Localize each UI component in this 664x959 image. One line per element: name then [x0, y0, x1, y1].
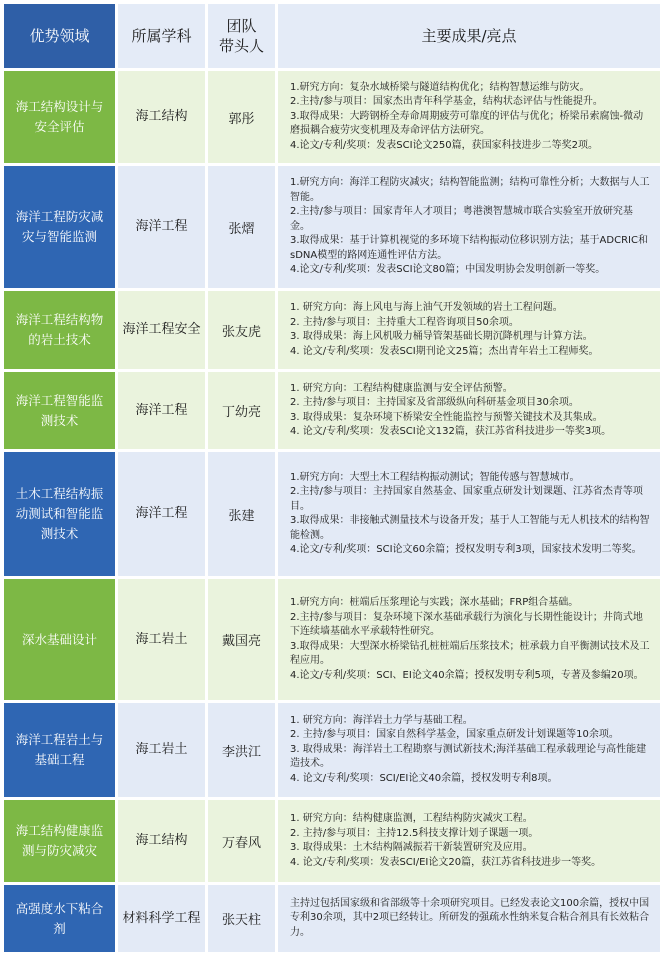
table-row	[0, 452, 664, 576]
result-line: 1. 研究方向：海洋岩土力学与基础工程。	[290, 714, 473, 726]
result-line: 4. 论文/专利/奖项：发表SCI期刊论文25篇；杰出青年岩土工程师奖。	[290, 345, 599, 357]
results-cell	[278, 71, 660, 163]
discipline-cell: 海洋工程安全	[118, 291, 205, 369]
field-area-cell: 海工结构健康监测与防灾减灾	[4, 800, 115, 882]
result-line: 2. 主持/参与项目：国家自然科学基金，国家重点研发计划课题等10余项。	[290, 729, 619, 741]
header-leader: 团队 带头人	[208, 4, 275, 68]
result-line: 2. 主持/参与项目：主持国家及省部级纵向科研基金项目30余项。	[290, 397, 579, 408]
result-line: 2.主持/参与项目：主持国家自然基金、国家重点研发计划课题、江苏省杰青等项目。	[290, 486, 643, 512]
header-area: 优势领域	[4, 4, 115, 68]
field-area-cell: 海工结构设计与安全评估	[4, 71, 115, 163]
field-area-cell: 海洋工程智能监测技术	[4, 372, 115, 449]
result-line: 3. 取得成果：海上风机吸力桶导管架基础长期沉降机理与计算方法。	[290, 331, 593, 342]
table-row	[0, 885, 664, 952]
result-line: 1. 研究方向：工程结构健康监测与安全评估预警。	[290, 382, 513, 394]
result-line: 2.主持/参与项目：国家杰出青年科学基金，结构状态评估与性能提升。	[290, 96, 603, 108]
header-discipline: 所属学科	[118, 4, 205, 68]
result-line: 2. 主持/参与项目：主持重大工程咨询项目50余项。	[290, 316, 519, 328]
table-row	[0, 71, 664, 163]
discipline-cell: 海工结构	[118, 800, 205, 882]
discipline-cell: 材料科学工程	[118, 885, 205, 952]
table-row	[0, 291, 664, 369]
result-line: 1.研究方向：海洋工程防灾减灾；结构智能监测；结构可靠性分析；大数据与人工智能。	[290, 177, 650, 203]
result-line: 1.研究方向：复杂水域桥梁与隧道结构优化；结构智慧运维与防灾。	[290, 81, 590, 93]
table-row	[0, 166, 664, 288]
results-cell	[278, 885, 660, 952]
discipline-cell: 海工结构	[118, 71, 205, 163]
result-line: 3.取得成果：大跨钢桥全寿命周期疲劳可靠度的评估与优化；桥梁吊索腐蚀-微动磨损耦合疲劳灾变机理及寿命评估方法研究。	[290, 110, 644, 137]
results-cell	[278, 579, 660, 700]
field-area-cell: 海洋工程岩土与基础工程	[4, 703, 115, 797]
result-line: 4. 论文/专利/奖项：SCI/EI论文40余篇，授权发明专利8项。	[290, 772, 558, 784]
result-line: 3.取得成果：非接触式测量技术与设备开发；基于人工智能与无人机技术的结构智能检测。	[290, 515, 650, 541]
table-row	[0, 703, 664, 797]
result-line: 4.论文/专利/奖项：发表SCI论文80篇；中国发明协会发明创新一等奖。	[290, 264, 606, 276]
results-cell	[278, 452, 660, 576]
results-cell	[278, 372, 660, 449]
discipline-cell: 海工岩土	[118, 703, 205, 797]
team-leader-cell: 万春风	[208, 800, 275, 882]
result-line: 2.主持/参与项目：国家青年人才项目；粤港澳智慧城市联合实验室开放研究基金。	[290, 206, 633, 232]
discipline-cell: 海洋工程	[118, 166, 205, 288]
team-leader-cell: 张熠	[208, 166, 275, 288]
result-line: 1. 研究方向：结构健康监测，工程结构防灾减灾工程。	[290, 813, 533, 824]
result-line: 4. 论文/专利/奖项：发表SCI论文132篇，获江苏省科技进步一等奖3项。	[290, 426, 612, 437]
table-row	[0, 372, 664, 449]
field-area-cell: 海洋工程防灾减灾与智能监测	[4, 166, 115, 288]
discipline-cell: 海洋工程	[118, 372, 205, 449]
result-line: 3.取得成果：基于计算机视觉的多环境下结构振动位移识别方法；基于ADCRIC和sDNA模型的路网连通性评估方法。	[290, 235, 648, 261]
result-line: 1.研究方向：桩端后压浆理论与实践；深水基础；FRP组合基础。	[290, 597, 579, 608]
field-area-cell: 土木工程结构振动测试和智能监测技术	[4, 452, 115, 576]
results-cell	[278, 703, 660, 797]
team-leader-cell: 张天柱	[208, 885, 275, 952]
result-line: 2.主持/参与项目：复杂环境下深水基础承载行为演化与长期性能设计；井筒式地下连续墙基础水平承载特性研究。	[290, 611, 643, 637]
table-row	[0, 579, 664, 700]
field-area-cell: 高强度水下粘合剂	[4, 885, 115, 952]
results-cell	[278, 800, 660, 882]
result-line: 3. 取得成果：复杂环境下桥梁安全性能监控与预警关键技术及其集成。	[290, 411, 603, 423]
team-leader-cell: 丁幼亮	[208, 372, 275, 449]
result-line: 3.取得成果：大型深水桥梁钻孔桩桩端后压浆技术；桩承载力自平衡测试技术及工程应用。	[290, 640, 650, 666]
team-leader-cell: 郭彤	[208, 71, 275, 163]
result-line: 主持过包括国家级和省部级等十余项研究项目。已经发表论文100余篇，授权中国专利30余项，其中2项已经转让。所研发的强疏水性纳米复合粘合剂具有长效粘合力。	[290, 897, 650, 938]
result-line: 4.论文/专利/奖项：SCI论文60余篇；授权发明专利3项，国家技术发明二等奖。	[290, 544, 642, 555]
result-line: 4.论文/专利/奖项：发表SCI论文250篇，获国家科技进步二等奖2项。	[290, 139, 599, 151]
team-leader-cell: 李洪江	[208, 703, 275, 797]
result-line: 1. 研究方向：海上风电与海上油气开发领域的岩土工程问题。	[290, 302, 563, 313]
field-area-cell: 深水基础设计	[4, 579, 115, 700]
result-line: 1.研究方向：大型土木工程结构振动测试；智能传感与智慧城市。	[290, 471, 580, 483]
result-line: 3. 取得成果：土木结构隔减振若干新装置研究及应用。	[290, 842, 533, 853]
team-leader-cell: 张建	[208, 452, 275, 576]
results-cell	[278, 291, 660, 369]
result-line: 3. 取得成果：海洋岩土工程勘察与测试新技术;海洋基础工程承载理论与高性能建造技术。	[290, 743, 647, 770]
header-results: 主要成果/亮点	[278, 4, 660, 68]
discipline-cell: 海洋工程	[118, 452, 205, 576]
discipline-cell: 海工岩土	[118, 579, 205, 700]
team-leader-cell: 戴国亮	[208, 579, 275, 700]
result-line: 4. 论文/专利/奖项：发表SCI/EI论文20篇，获江苏省科技进步一等奖。	[290, 856, 602, 868]
results-cell	[278, 166, 660, 288]
result-line: 2. 主持/参与项目：主持12.5科技支撑计划子课题一项。	[290, 827, 539, 839]
result-line: 4.论文/专利/奖项：SCI、EI论文40余篇；授权发明专利5项，专著及参编20项。	[290, 669, 644, 681]
team-leader-cell: 张友虎	[208, 291, 275, 369]
table-row	[0, 800, 664, 882]
field-area-cell: 海洋工程结构物的岩土技术	[4, 291, 115, 369]
